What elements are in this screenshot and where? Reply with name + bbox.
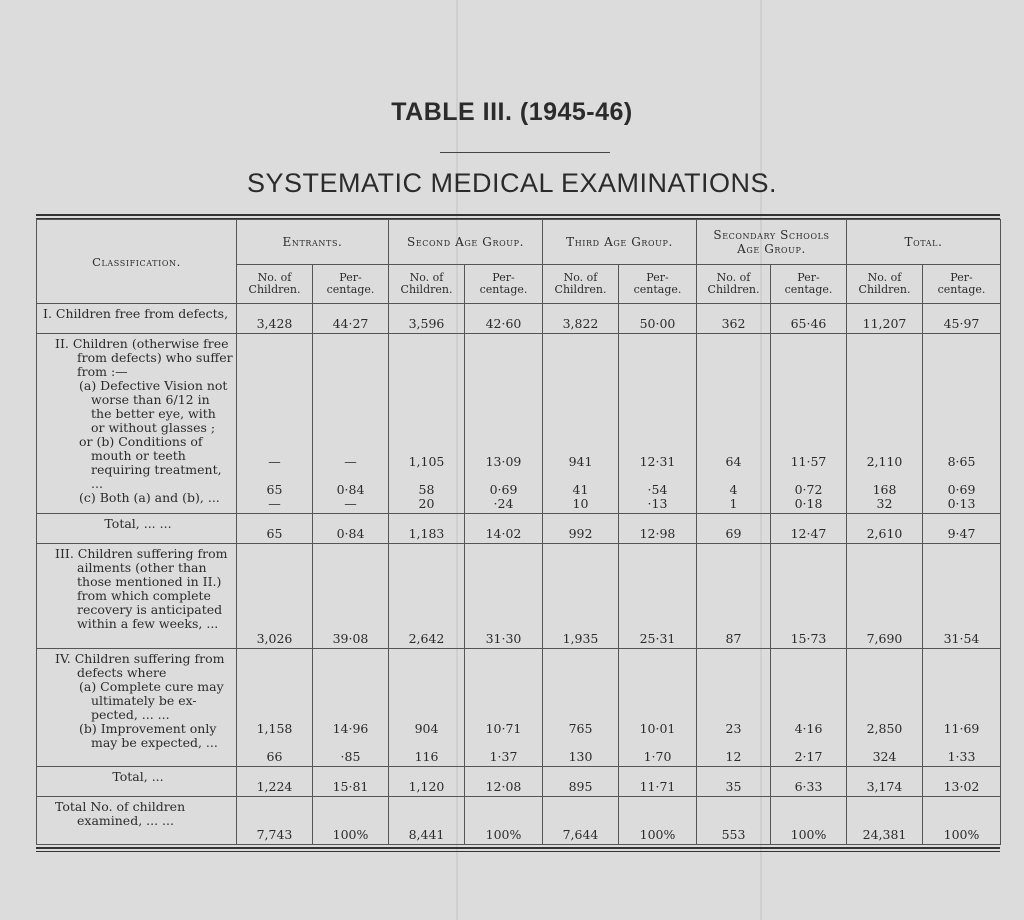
table-cell: 3,822 [543,304,619,334]
table-bottom-rule [36,847,1000,849]
group-header-entrants: Entrants. [237,220,389,265]
table-cell: 100% [465,797,543,845]
table-cell: 8,441 [389,797,465,845]
row-label [37,649,237,767]
row-label-sub: (c) Both (a) and (b), ... [79,490,220,505]
table-cell: 992 [543,514,619,544]
title-underline [440,152,610,153]
examinations-table-wrapper [36,214,1000,852]
sub-header-no: No. of Children. [389,265,465,304]
page-title: TABLE III. (1945-46) [391,98,633,126]
table-cell: 1,120 [389,767,465,797]
table-cell: — 65 — [237,334,313,514]
row-label [37,797,237,845]
table-cell: 362 [697,304,771,334]
sub-header-pct: Per- centage. [923,265,1001,304]
table-cell: 895 [543,767,619,797]
row-label-line: III. Children suffering from ailments (other than those mentioned in II.) from which complete recovery is anticipated within a few weeks, ... [55,546,228,631]
row-label-sub: (b) Improvement only may be expected, ... [79,721,218,750]
table-cell: 24,381 [847,797,923,845]
table-cell: 3,026 [237,544,313,649]
table-cell: 553 [697,797,771,845]
table-cell: 45·97 [923,304,1001,334]
row-label-line: IV. Children suffering from defects where [55,651,225,680]
table-cell: 11·71 [619,767,697,797]
table-cell: 50·00 [619,304,697,334]
table-cell: 15·73 [771,544,847,649]
table-cell: 100% [771,797,847,845]
table-cell: 2,610 [847,514,923,544]
table-row-total [37,767,1001,797]
table-cell: 7,644 [543,797,619,845]
table-cell: 7,743 [237,797,313,845]
table-row-total [37,514,1001,544]
table-cell: 12·47 [771,514,847,544]
group-header-third-age: Third Age Group. [543,220,697,265]
sub-header-pct: Per- centage. [313,265,389,304]
table-cell: 42·60 [465,304,543,334]
row-label-sub: (a) Complete cure may ultimately be ex- pected, ... ... [79,679,224,722]
table-cell: 13·02 [923,767,1001,797]
sub-header-pct: Per- centage. [465,265,543,304]
sub-header-pct: Per- centage. [771,265,847,304]
table-cell: 4·16 2·17 [771,649,847,767]
examinations-table [36,219,1001,845]
table-cell: 1,105 58 20 [389,334,465,514]
table-cell: 100% [619,797,697,845]
table-cell: 69 [697,514,771,544]
page-subtitle: SYSTEMATIC MEDICAL EXAMINATIONS. [246,168,778,198]
table-cell: 11·57 0·72 0·18 [771,334,847,514]
row-label-sub: or (b) Conditions of mouth or teeth requiring treatment, ... [79,434,222,491]
table-cell: 941 41 10 [543,334,619,514]
table-cell: 12·31 ·54 ·13 [619,334,697,514]
table-top-rule [36,214,1000,216]
sub-header-pct: Per- centage. [619,265,697,304]
table-row [37,304,1001,334]
classification-header: Classification. [37,220,237,304]
table-cell: 11,207 [847,304,923,334]
row-label [37,544,237,649]
table-cell: 11·69 1·33 [923,649,1001,767]
group-header-row [37,220,1001,265]
table-cell: 765 130 [543,649,619,767]
table-cell: 13·09 0·69 ·24 [465,334,543,514]
table-row [37,334,1001,514]
row-label [37,334,237,514]
table-cell: 1,183 [389,514,465,544]
table-cell: 2,850 324 [847,649,923,767]
table-cell: 35 [697,767,771,797]
table-cell: 15·81 [313,767,389,797]
table-cell: 64 4 1 [697,334,771,514]
sub-header-no: No. of Children. [237,265,313,304]
table-cell: 44·27 [313,304,389,334]
table-cell: 39·08 [313,544,389,649]
row-label: I. Children free from defects, [37,304,237,334]
group-header-total: Total. [847,220,1001,265]
table-cell: 2,642 [389,544,465,649]
table-cell: 9·47 [923,514,1001,544]
table-cell: 3,596 [389,304,465,334]
table-cell: 65·46 [771,304,847,334]
table-cell: 87 [697,544,771,649]
table-cell: 3,428 [237,304,313,334]
table-cell: 14·96 ·85 [313,649,389,767]
sub-header-no: No. of Children. [543,265,619,304]
table-cell: 31·54 [923,544,1001,649]
table-cell: 10·71 1·37 [465,649,543,767]
table-cell: 10·01 1·70 [619,649,697,767]
table-row-grand-total [37,797,1001,845]
table-cell: 100% [923,797,1001,845]
row-label: Total, ... [37,767,237,797]
table-cell: 2,110 168 32 [847,334,923,514]
sub-header-no: No. of Children. [847,265,923,304]
table-bottom-rule-thin [36,851,1000,852]
table-cell: 12·08 [465,767,543,797]
group-header-secondary-schools: Secondary Schools Age Group. [697,220,847,265]
sub-header-no: No. of Children. [697,265,771,304]
table-cell: 25·31 [619,544,697,649]
row-label-line: II. Children (otherwise free from defects) who suffer from :— [55,336,233,379]
table-cell: 31·30 [465,544,543,649]
table-row [37,544,1001,649]
table-cell: — 0·84 — [313,334,389,514]
table-cell: 12·98 [619,514,697,544]
row-label-sub: (a) Defective Vision not worse than 6/12 in the better eye, with or without glasses ; [79,378,228,435]
table-cell: 904 116 [389,649,465,767]
table-cell: 0·84 [313,514,389,544]
table-cell: 8·65 0·69 0·13 [923,334,1001,514]
table-cell: 65 [237,514,313,544]
table-row [37,649,1001,767]
table-cell: 3,174 [847,767,923,797]
table-cell: 1,935 [543,544,619,649]
row-label-line: Total No. of children examined, ... ... [55,799,186,828]
row-label: Total, ... ... [37,514,237,544]
table-cell: 1,158 66 [237,649,313,767]
group-header-second-age: Second Age Group. [389,220,543,265]
table-cell: 1,224 [237,767,313,797]
table-cell: 100% [313,797,389,845]
table-cell: 23 12 [697,649,771,767]
table-cell: 6·33 [771,767,847,797]
table-cell: 14·02 [465,514,543,544]
table-cell: 7,690 [847,544,923,649]
